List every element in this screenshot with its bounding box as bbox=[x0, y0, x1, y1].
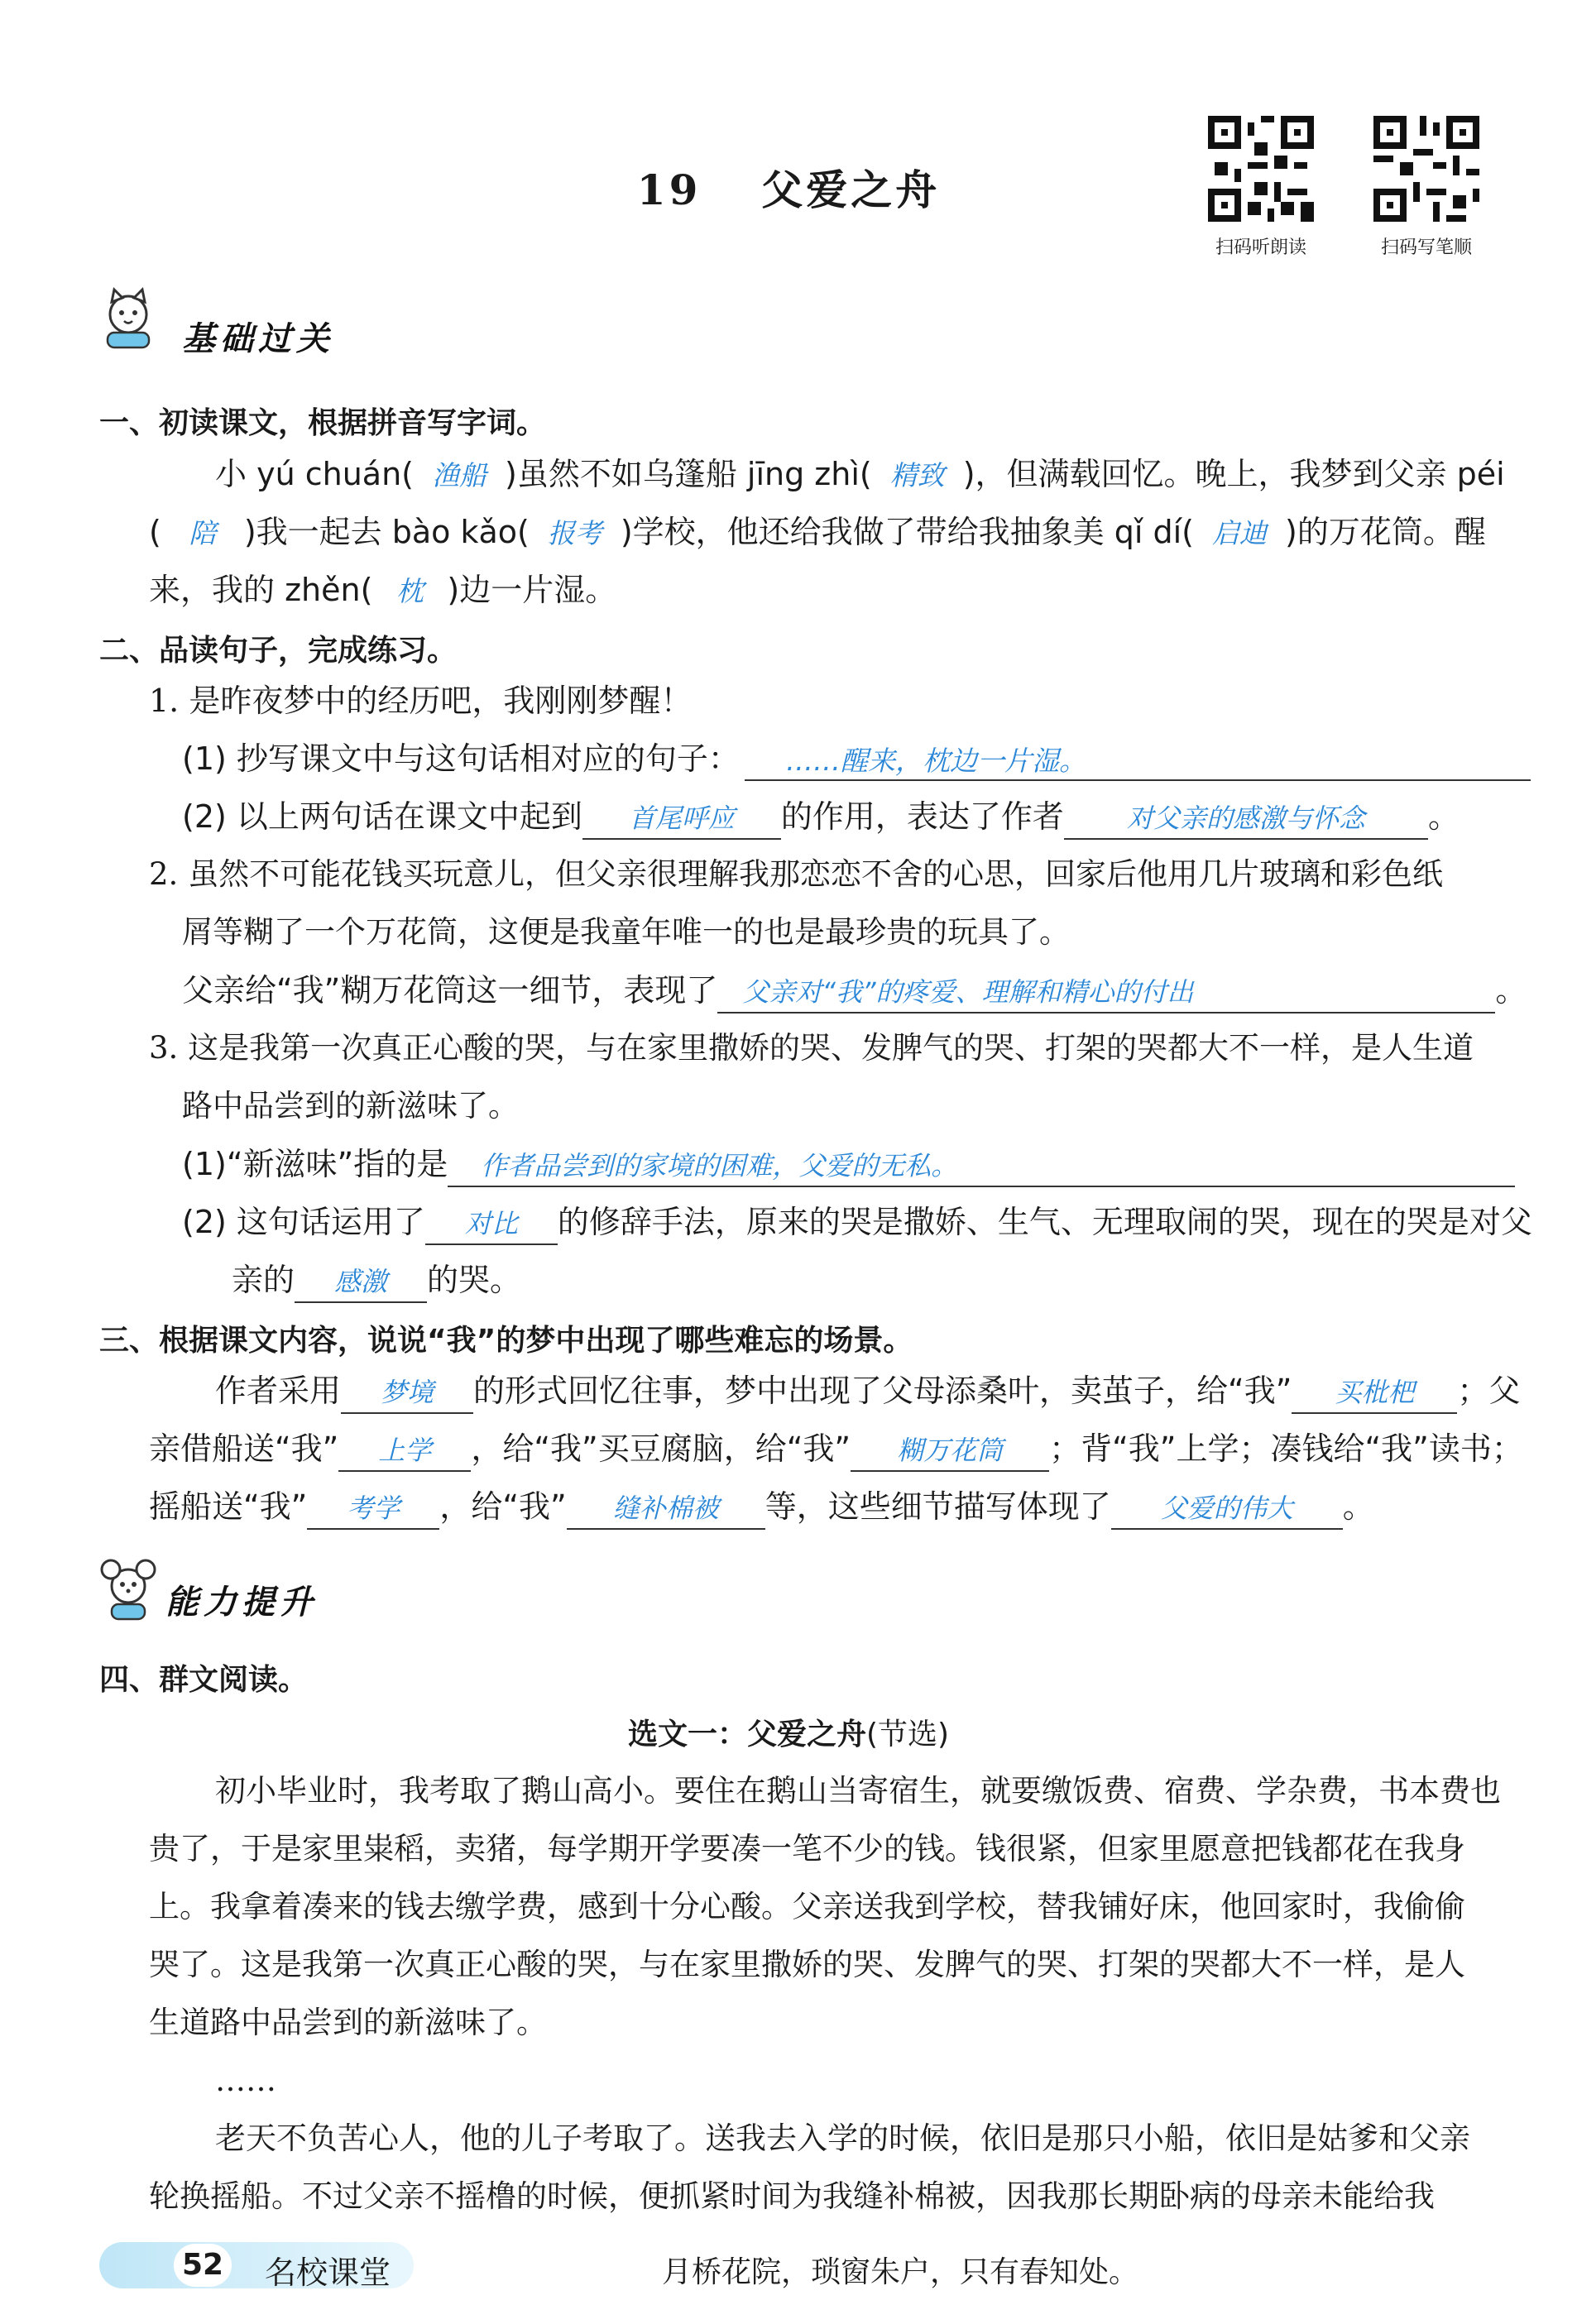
answer-shouwei[interactable]: 首尾呼应 bbox=[582, 798, 781, 840]
passage-line: 贵了，于是家里粜稻，卖猪，每学期开学要凑一笔不少的钱。钱很紧，但家里愿意把钱都花在我身 bbox=[149, 1831, 1465, 1866]
q3-line-3: 摇船送“我” 考学 ，给“我” 缝补棉被 等，这些细节描写体现了 父爱的伟大 。 bbox=[149, 1478, 1374, 1536]
answer-huwanhuatong[interactable]: 糊万花筒 bbox=[851, 1430, 1049, 1472]
section-ability-heading: 能力提升 bbox=[165, 1584, 318, 1622]
lesson-number: 19 bbox=[636, 165, 702, 214]
passage-line: 轮换摇船。不过父亲不摇橹的时候，便抓紧时间为我缝补棉被，因我那长期卧病的母亲未能给我 bbox=[149, 2178, 1435, 2214]
passage-line: 初小毕业时，我考取了鹅山高小。要住在鹅山当寄宿生，就要缴饭费、宿费、学杂费，书本费也 bbox=[215, 1773, 1501, 1809]
q3-line-1: 作者采用 梦境 的形式回忆往事，梦中出现了父母添桑叶，卖茧子，给“我” 买枇杷 ；父 bbox=[215, 1362, 1520, 1420]
answer-line-1a[interactable]: ……醒来，枕边一片湿。 bbox=[745, 736, 1531, 781]
answer-duibi[interactable]: 对比 bbox=[425, 1204, 558, 1245]
q2-item3-line2: 路中品尝到的新滋味了。 bbox=[182, 1088, 519, 1124]
q2-item2-line2: 屑等糊了一个万花筒，这便是我童年唯一的也是最珍贵的玩具了。 bbox=[182, 914, 1070, 950]
answer-baokao: 报考 bbox=[547, 517, 602, 549]
answer-xinziwei[interactable]: 作者品尝到的家境的困难，父爱的无私。 bbox=[448, 1146, 1515, 1187]
passage-line: 哭了。这是我第一次真正心酸的哭，与在家里撒娇的哭、发脾气的哭、打架的哭都大不一样，是人 bbox=[149, 1947, 1465, 1982]
answer-ganji2[interactable]: 感激 bbox=[295, 1262, 427, 1303]
answer-maipipa[interactable]: 买枇杷 bbox=[1292, 1373, 1457, 1414]
answer-ganji[interactable]: 对父亲的感激与怀念 bbox=[1064, 798, 1428, 840]
reading-passage bbox=[149, 1762, 1501, 2226]
answer-tengai[interactable]: 父亲对“我”的疼爱、理解和精心的付出 bbox=[717, 972, 1495, 1013]
q2-item1: 1. 是昨夜梦中的经历吧，我刚刚梦醒！ bbox=[149, 683, 693, 719]
footer-quote: 月桥花院，琐窗朱户，只有春知处。 bbox=[662, 2255, 1139, 2289]
answer-fuaiweida[interactable]: 父爱的伟大 bbox=[1111, 1488, 1343, 1530]
qr-code-stroke-order[interactable] bbox=[1373, 116, 1479, 222]
cat-mascot-icon bbox=[91, 281, 165, 356]
q2-heading: 二、品读句子，完成练习。 bbox=[99, 634, 458, 668]
answer-pei: 陪 bbox=[189, 517, 217, 549]
section-basic-heading: 基础过关 bbox=[182, 320, 334, 358]
q1-heading: 一、初读课文，根据拼音写字词。 bbox=[99, 406, 547, 440]
answer-shangxue[interactable]: 上学 bbox=[338, 1430, 471, 1472]
q1-line-3: 来，我的 zhěn( 枕 )边一片湿。 bbox=[149, 561, 616, 621]
q3-heading: 三、根据课文内容，说说“我”的梦中出现了哪些难忘的场景。 bbox=[99, 1324, 913, 1358]
passage-line: 上。我拿着凑来的钱去缴学费，感到十分心酸。父亲送我到学校，替我铺好床，他回家时，我偷偷 bbox=[149, 1889, 1465, 1924]
q2-item2-question: 父亲给“我”糊万花筒这一细节，表现了 父亲对“我”的疼爱、理解和精心的付出 。 bbox=[182, 961, 1527, 1019]
q2-item3b: (2) 这句话运用了 对比 的修辞手法，原来的哭是撒娇、生气、无理取闹的哭，现在的哭是对父 bbox=[182, 1193, 1532, 1251]
lesson-name: 父爱之舟 bbox=[761, 165, 941, 214]
reading-subtitle: 选文一：父爱之舟(节选) bbox=[627, 1718, 950, 1751]
q3-line-2: 亲借船送“我” 上学 ，给“我”买豆腐脑，给“我” 糊万花筒 ；背“我”上学；凑钱给“我”读书； bbox=[149, 1420, 1523, 1478]
q2-item3a: (1)“新滋味”指的是 作者品尝到的家境的困难，父爱的无私。 bbox=[182, 1135, 1515, 1193]
passage-line: 老天不负苦心人，他的儿子考取了。送我去入学的时候，依旧是那只小船，依旧是姑爹和父亲 bbox=[215, 2120, 1470, 2156]
qr-label-listen: 扫码听朗读 bbox=[1215, 237, 1306, 258]
passage-ellipsis: …… bbox=[215, 2063, 276, 2098]
q2-item1b: (2) 以上两句话在课文中起到 首尾呼应 的作用，表达了作者 对父亲的感激与怀念 。 bbox=[182, 788, 1460, 846]
q1-line-2: ( 陪 )我一起去 bào kǎo( 报考 )学校，他还给我做了带给我抽象美 qǐ dí( 启迪 )的万花筒。醒 bbox=[149, 503, 1486, 563]
qr-code-listen[interactable] bbox=[1208, 116, 1314, 222]
mouse-mascot-icon bbox=[91, 1551, 165, 1626]
answer-kaoxue[interactable]: 考学 bbox=[307, 1488, 439, 1530]
answer-yuchuan: 渔船 bbox=[432, 459, 487, 491]
answer-qidi: 启迪 bbox=[1212, 517, 1268, 549]
passage-line: 生道路中品尝到的新滋味了。 bbox=[149, 2005, 547, 2040]
lesson-title bbox=[0, 157, 1577, 217]
answer-jingzhi: 精致 bbox=[889, 459, 945, 491]
answer-mengjing[interactable]: 梦境 bbox=[341, 1373, 473, 1414]
q4-heading: 四、群文阅读。 bbox=[99, 1663, 309, 1697]
q2-item1a: (1) 抄写课文中与这句话相对应的句子： bbox=[182, 740, 740, 777]
q2-item3b-cont: 亲的 感激 的哭。 bbox=[232, 1251, 521, 1309]
q1-line-1: 小 yú chuán( 渔船 )虽然不如乌篷船 jīng zhì( 精致 )，但满载回忆。晚上，我梦到父亲 péi bbox=[215, 445, 1505, 505]
answer-fengbu[interactable]: 缝补棉被 bbox=[567, 1488, 765, 1530]
page-number: 52 bbox=[174, 2244, 232, 2287]
q2-item2-line1: 2. 虽然不可能花钱买玩意儿，但父亲很理解我那恋恋不舍的心思，回家后他用几片玻璃和彩色纸 bbox=[149, 856, 1444, 892]
footer-brand: 名校课堂 bbox=[265, 2255, 391, 2291]
answer-zhen: 枕 bbox=[395, 575, 424, 607]
qr-label-stroke-order: 扫码写笔顺 bbox=[1380, 237, 1472, 258]
q2-item3-line1: 3. 这是我第一次真正心酸的哭，与在家里撒娇的哭、发脾气的哭、打架的哭都大不一样，是人生道 bbox=[149, 1030, 1474, 1066]
